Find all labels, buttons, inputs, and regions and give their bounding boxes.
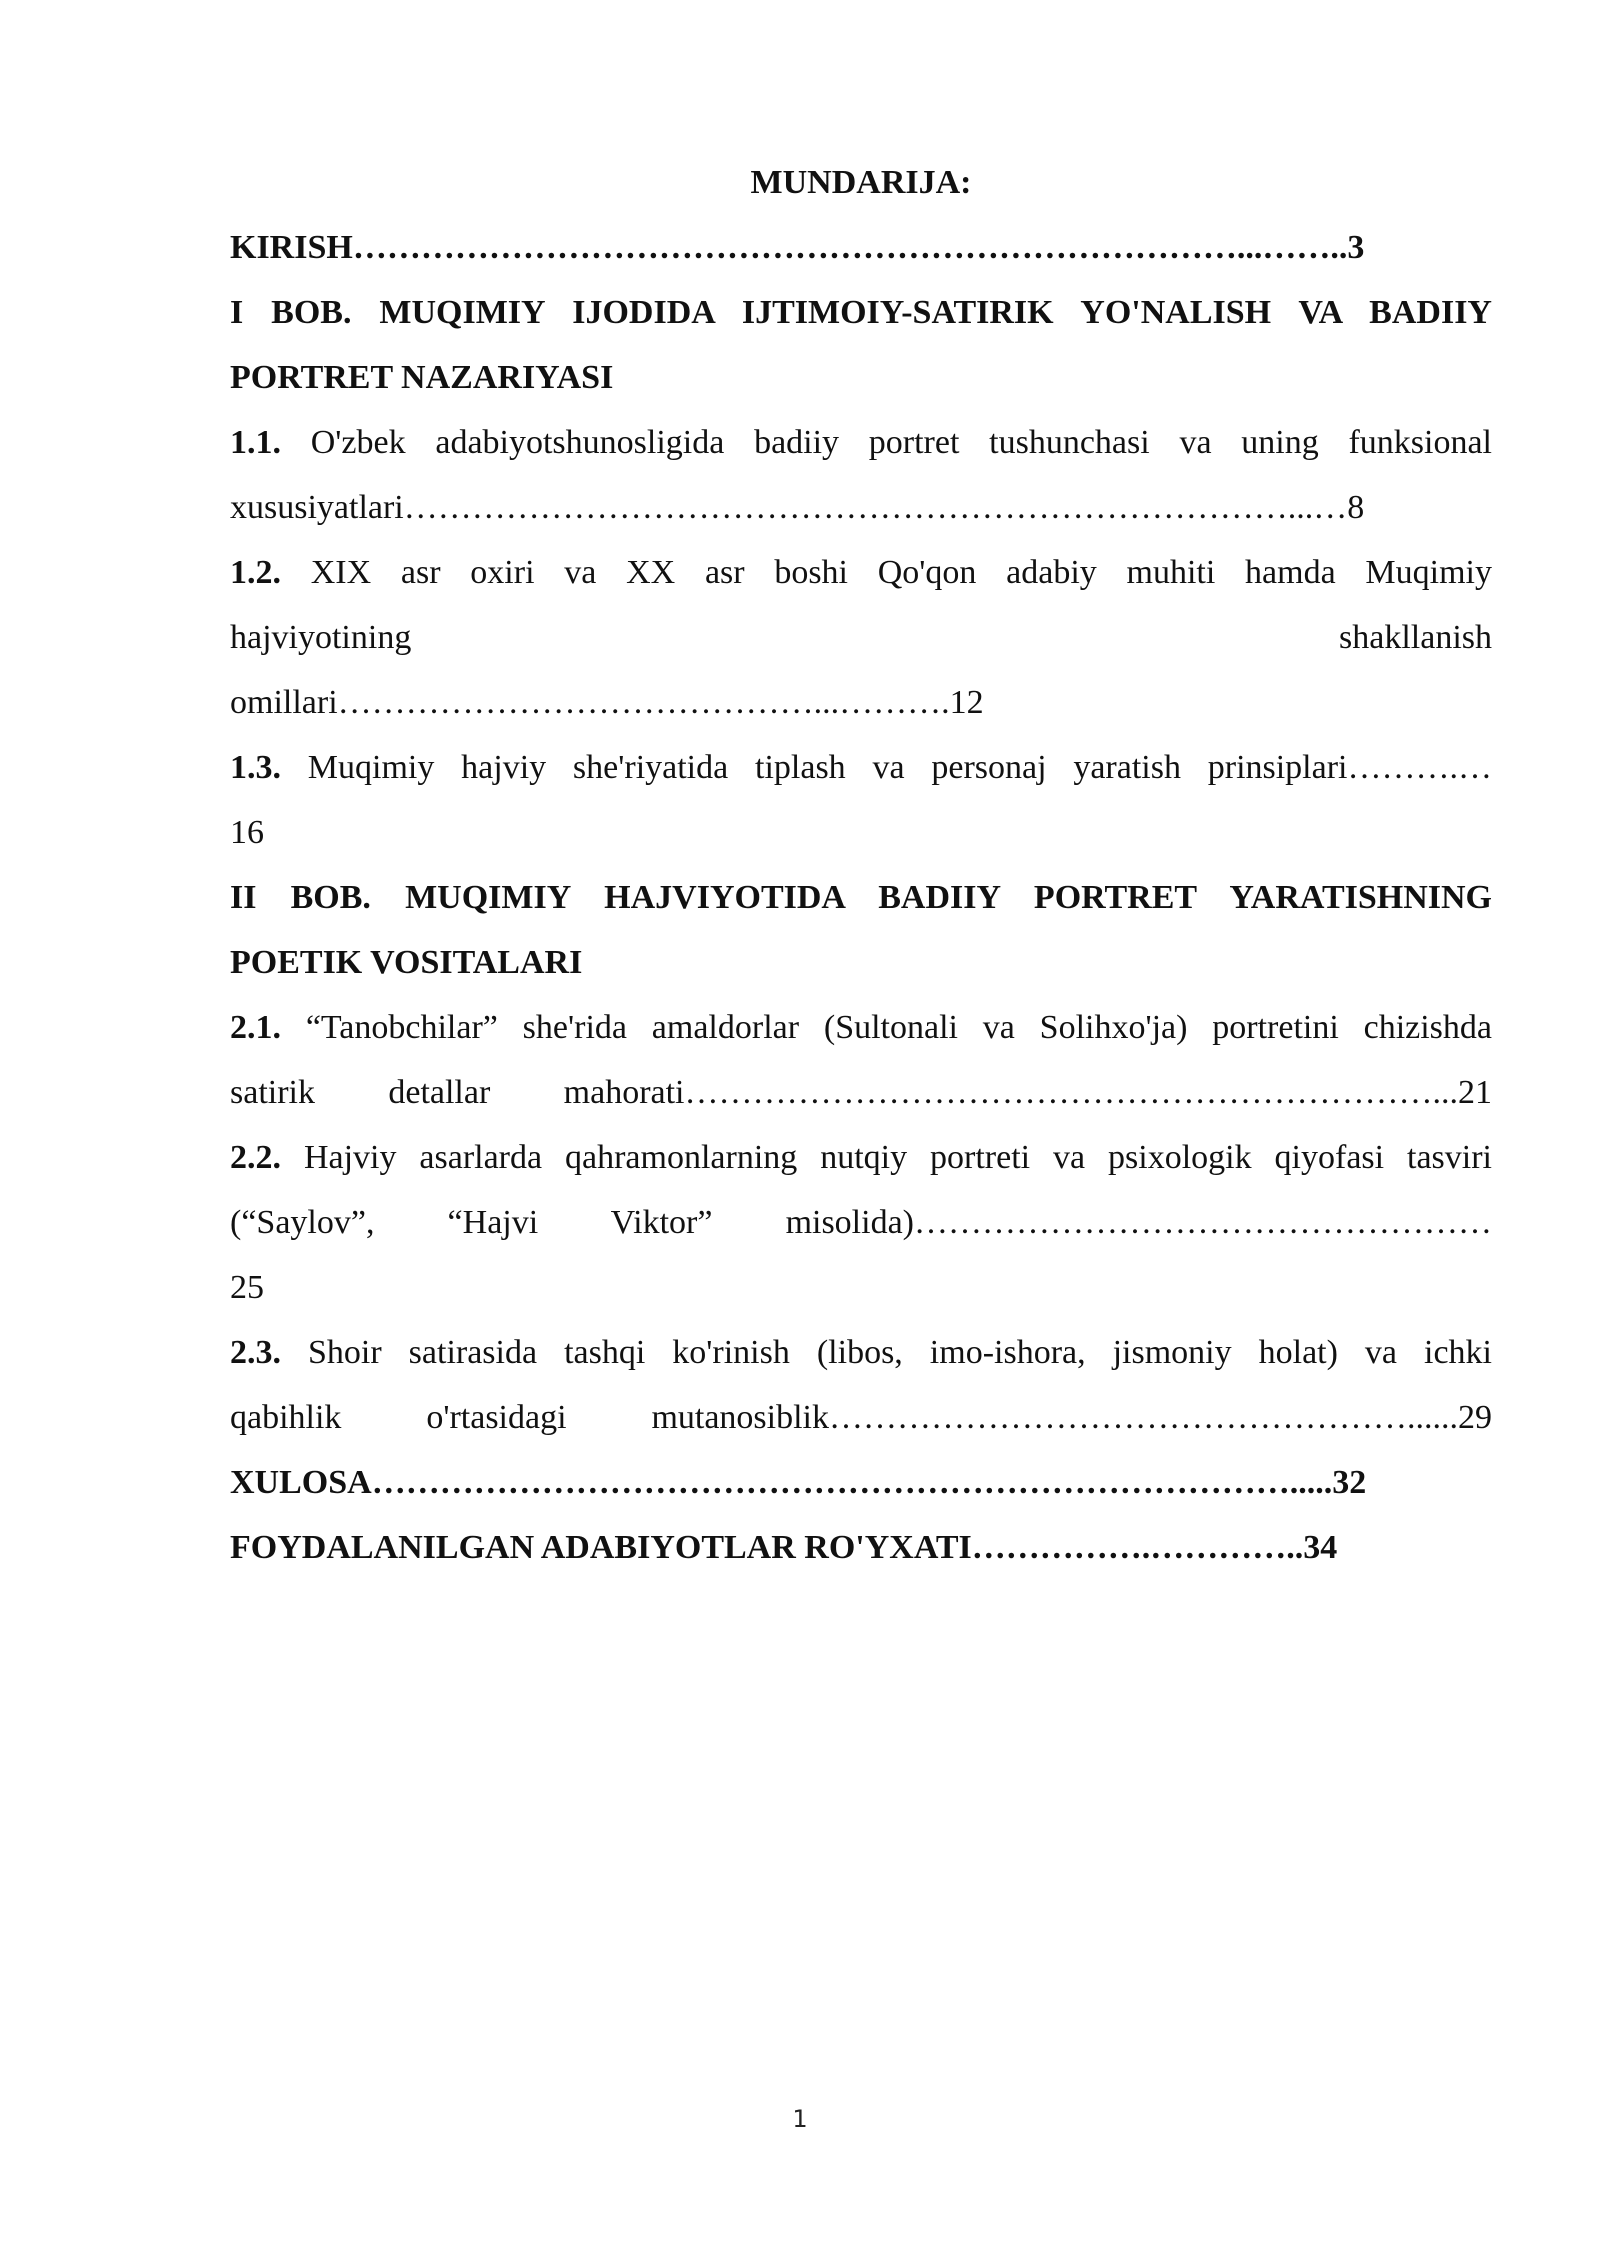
- section-number: 2.3.: [230, 1334, 281, 1371]
- toc-chapter-1-heading-line-2: PORTRET NAZARIYASI: [230, 359, 614, 396]
- toc-entry-1-3: [230, 735, 1492, 800]
- toc-entry-1-2: [230, 540, 1492, 605]
- section-title: Hajviy asarlarda qahramonlarning nutqiy portreti va psixologik qiyofasi tasviri: [303, 1139, 1492, 1176]
- toc-entry-2-2: [230, 1125, 1492, 1190]
- toc-entry-2-3-continuation: qabihlik o'rtasidagi mutanosiblik……………………………………………......29: [230, 1399, 1492, 1436]
- toc-entry-1-1: [230, 410, 1492, 475]
- table-of-contents: [230, 150, 1492, 1580]
- section-title: Shoir satirasida tashqi ko'rinish (libos, imo-ishora, jismoniy holat) va ichki: [308, 1334, 1492, 1371]
- toc-chapter-2-heading-line-1: II BOB. MUQIMIY HAJVIYOTIDA BADIIY PORTRET YARATISHNING: [230, 879, 1492, 916]
- toc-title: MUNDARIJA:: [750, 164, 972, 201]
- toc-entry-references: FOYDALANILGAN ADABIYOTLAR RO'YXATI…………….…………..34: [230, 1529, 1338, 1566]
- toc-entry-2-3: [230, 1320, 1492, 1385]
- section-title: XIX asr oxiri va XX asr boshi Qo'qon adabiy muhiti hamda Muqimiy: [310, 554, 1492, 591]
- section-title-part: hajviyotining: [230, 619, 412, 656]
- section-title: Muqimiy hajviy she'riyatida tiplash va personaj yaratish prinsiplari……….…: [307, 749, 1492, 786]
- section-number: 1.2.: [230, 554, 281, 591]
- toc-entry-1-2-continuation: [230, 605, 1492, 670]
- toc-chapter-1-heading-line-1: I BOB. MUQIMIY IJODIDA IJTIMOIY-SATIRIK YO'NALISH VA BADIIY: [230, 294, 1492, 331]
- section-title: O'zbek adabiyotshunosligida badiiy portret tushunchasi va uning funksional: [310, 424, 1492, 461]
- toc-entry-2-1-continuation: satirik detallar mahorati…………………………………………………………...21: [230, 1074, 1492, 1111]
- section-title-part: shakllanish: [1339, 619, 1492, 656]
- section-number: 2.2.: [230, 1139, 281, 1176]
- toc-entry-1-3-page: 16: [230, 814, 264, 851]
- section-number: 1.1.: [230, 424, 281, 461]
- toc-entry-xulosa: XULOSA……………………………………………………………………….....32: [230, 1464, 1367, 1501]
- toc-entry-2-1: [230, 995, 1492, 1060]
- toc-entry-2-2-continuation: (“Saylov”, “Hajvi Viktor” misolida)……………………………………………: [230, 1204, 1492, 1241]
- page-number: 1: [792, 2105, 808, 2133]
- toc-entry-1-2-page: omillari……………………………………...……….12: [230, 684, 984, 721]
- toc-chapter-2-heading-line-2: POETIK VOSITALARI: [230, 944, 583, 981]
- section-title: “Tanobchilar” she'rida amaldorlar (Sultonali va Solihxo'ja) portretini chizishda: [305, 1009, 1492, 1046]
- toc-entry-1-1-continuation: xususiyatlari……………………………………………………………………...…8: [230, 489, 1365, 526]
- section-number: 2.1.: [230, 1009, 281, 1046]
- section-number: 1.3.: [230, 749, 281, 786]
- toc-entry-kirish: KIRISH……………………………………………………………………...……..3: [230, 229, 1365, 266]
- toc-entry-2-2-page: 25: [230, 1269, 264, 1306]
